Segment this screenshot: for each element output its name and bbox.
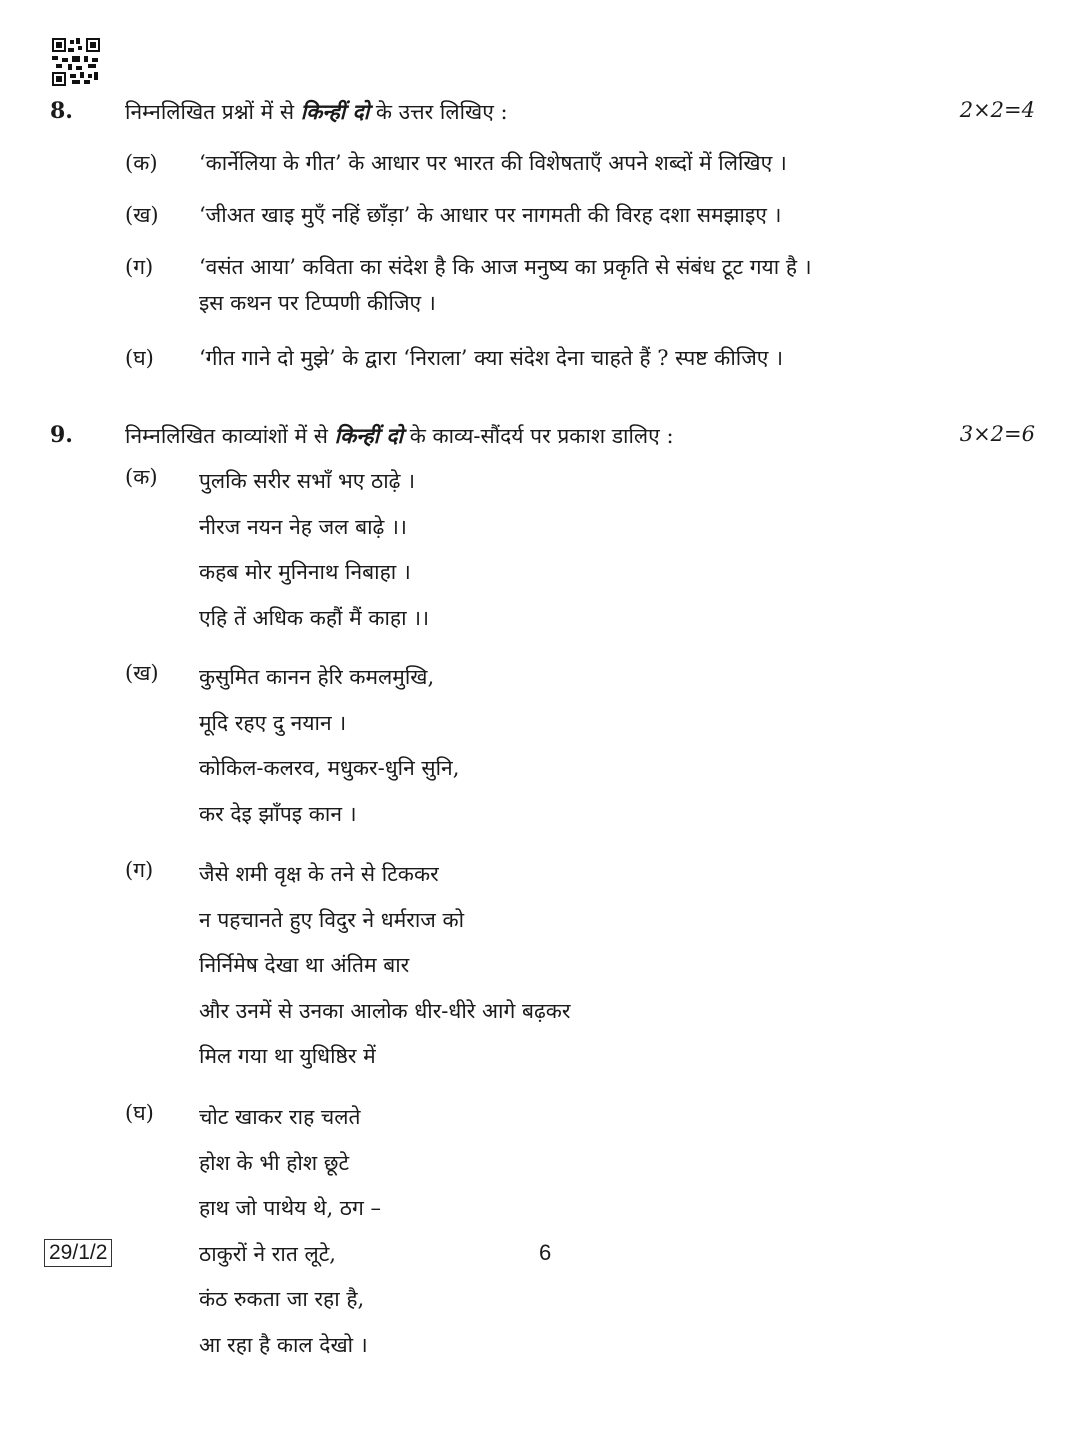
poem-line: कहब मोर मुनिनाथ निबाहा । <box>199 560 411 584</box>
question-marks: 3×2=6 <box>959 422 1035 446</box>
poem-line: कुसुमित कानन हेरि कमलमुखि, <box>199 665 435 689</box>
poem-line: कर देइ झाँपइ कान । <box>199 801 357 826</box>
poem-line: मूदि रहए दु नयान । <box>199 710 347 735</box>
option-label: (ग) <box>125 858 154 882</box>
question-instruction: निम्नलिखित काव्यांशों में से किन्हीं दो के काव्य-सौंदर्य पर प्रकाश डालिए : <box>125 423 674 448</box>
option-label: (घ) <box>125 346 154 370</box>
option-text: ‘कार्नेलिया के गीत’ के आधार पर भारत की विशेषताएँ अपने शब्दों में लिखिए । <box>199 151 787 175</box>
poem-line: मिल गया था युधिष्ठिर में <box>199 1044 376 1068</box>
poem-line: और उनमें से उनका आलोक धीर-धीरे आगे बढ़कर <box>199 998 571 1023</box>
poem-line: पुलकि सरीर सभाँ भए ठाढ़े । <box>199 469 416 493</box>
poem-line: कोकिल-कलरव, मधुकर-धुनि सुनि, <box>199 756 460 780</box>
question-number: 9. <box>50 422 73 448</box>
option-label: (घ) <box>125 1101 154 1125</box>
question-8-header <box>0 98 1091 138</box>
poem-line: कंठ रुकता जा रहा है, <box>199 1287 365 1311</box>
qr-code <box>52 38 100 86</box>
option-label: (क) <box>125 151 158 175</box>
poem-line: जैसे शमी वृक्ष के तने से टिककर <box>199 862 439 886</box>
poem-line: निर्निमेष देखा था अंतिम बार <box>199 953 410 977</box>
question-marks: 2×2=4 <box>959 98 1035 122</box>
poem-line: एहि तें अधिक कहौं मैं काहा ।। <box>199 605 430 630</box>
emphasis-text: किन्हीं दो <box>334 423 403 448</box>
paper-code: 29/1/2 <box>44 1239 112 1267</box>
option-text: ‘गीत गाने दो मुझे’ के द्वारा ‘निराला’ क्या संदेश देना चाहते हैं ? स्पष्ट कीजिए । <box>199 346 784 370</box>
question-9-header <box>0 422 1091 462</box>
option-text: इस कथन पर टिप्पणी कीजिए । <box>199 291 436 315</box>
poem-line: न पहचानते हुए विदुर ने धर्मराज को <box>199 907 465 932</box>
poem-line: चोट खाकर राह चलते <box>199 1105 361 1129</box>
poem-line: ठाकुरों ने रात लूटे, <box>199 1241 336 1266</box>
option-label: (ग) <box>125 255 154 279</box>
page-number: 6 <box>539 1240 552 1265</box>
option-text: ‘जीअत खाइ मुएँ नहिं छाँड़ा’ के आधार पर नागमती की विरह दशा समझाइए । <box>199 203 782 227</box>
poem-line: नीरज नयन नेह जल बाढ़े ।। <box>199 514 407 539</box>
emphasis-text: किन्हीं दो <box>300 99 370 124</box>
option-label: (क) <box>125 465 158 489</box>
poem-line: आ रहा है काल देखो । <box>199 1332 368 1357</box>
question-instruction: निम्नलिखित प्रश्नों में से किन्हीं दो के उत्तर लिखिए : <box>125 99 508 124</box>
option-label: (ख) <box>125 203 159 227</box>
question-number: 8. <box>50 98 73 124</box>
poem-line: हाथ जो पाथेय थे, ठग – <box>199 1196 381 1220</box>
poem-line: होश के भी होश छूटे <box>199 1150 350 1175</box>
option-label: (ख) <box>125 661 159 685</box>
option-text: ‘वसंत आया’ कविता का संदेश है कि आज मनुष्य का प्रकृति से संबंध टूट गया है । <box>199 255 812 279</box>
